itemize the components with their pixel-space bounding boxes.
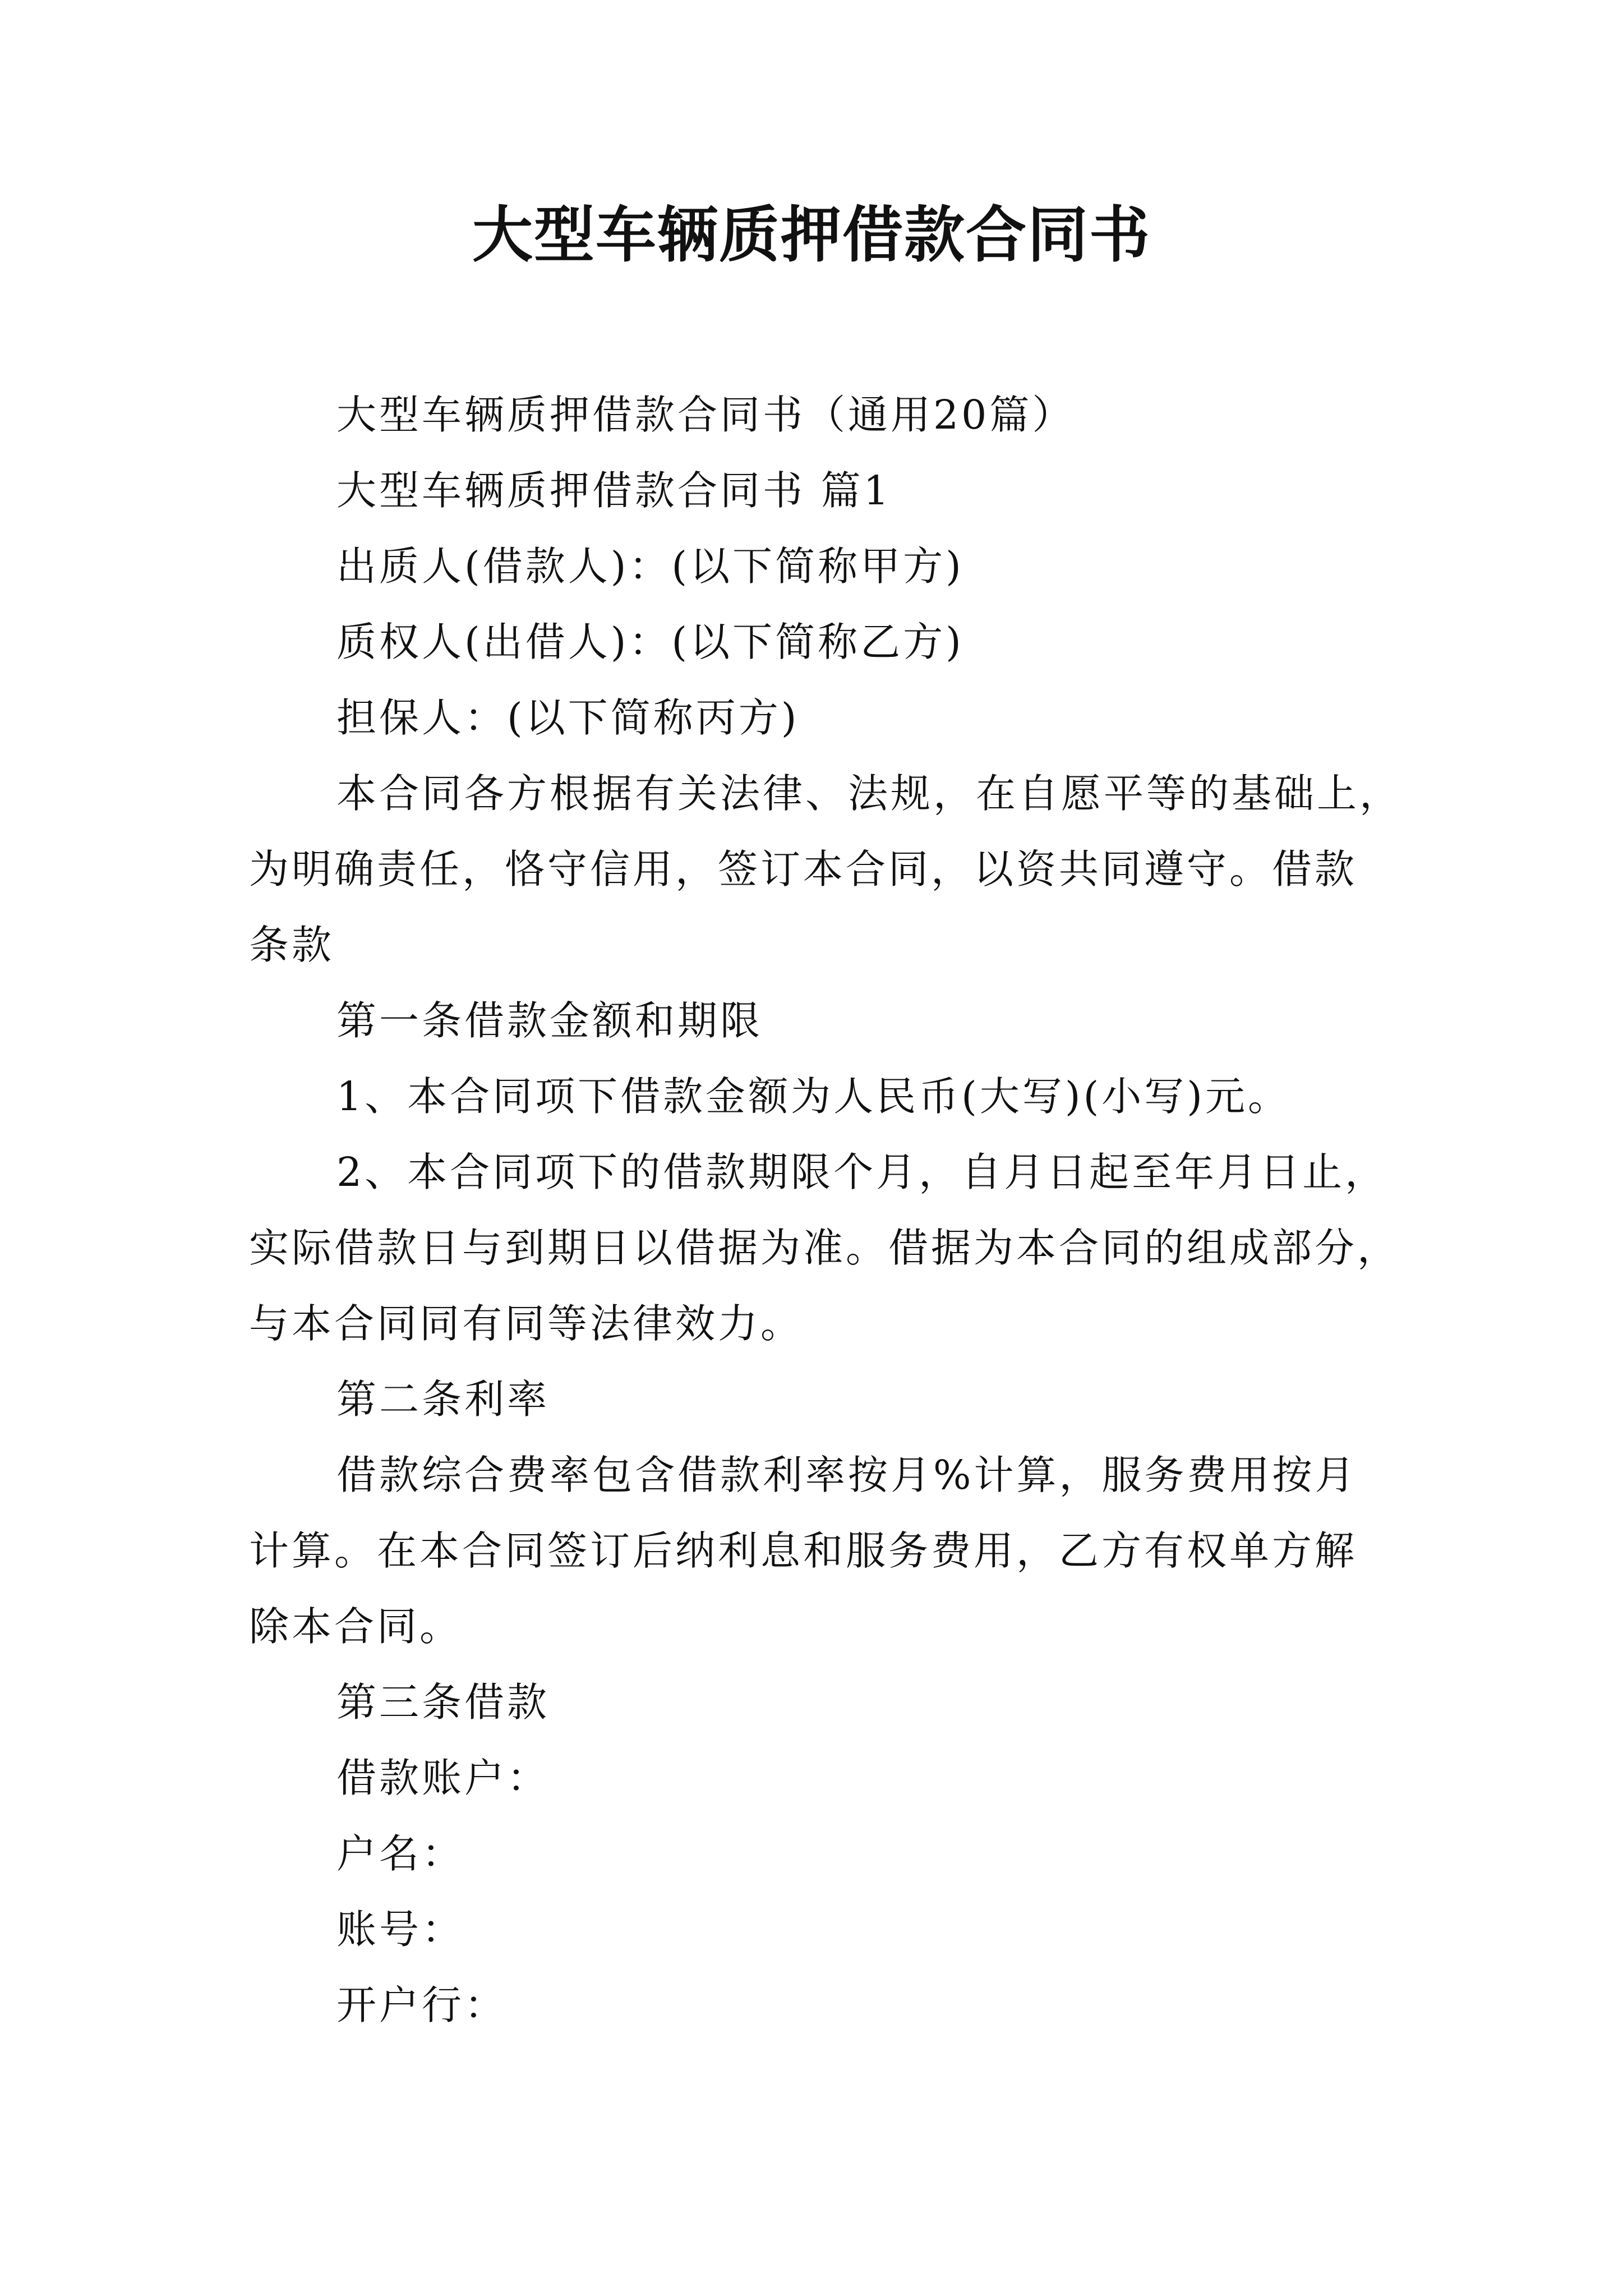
loan-account-label: 借款账户： [336, 1755, 550, 1801]
section-heading-line: 大型车辆质押借款合同书 篇1 [336, 467, 892, 514]
article-2-line-3: 除本合同。 [249, 1603, 463, 1650]
article-1-clause-2-line-3: 与本合同同有同等法律效力。 [249, 1300, 804, 1347]
article-1-clause-2-line-2: 实际借款日与到期日以借据为准。借据为本合同的组成部分， [249, 1225, 1400, 1271]
guarantor-line: 担保人：(以下简称丙方) [336, 694, 800, 741]
article-2-line-2: 计算。在本合同签订后纳利息和服务费用，乙方有权单方解 [249, 1527, 1358, 1574]
article-1-heading: 第一条借款金额和期限 [336, 997, 763, 1044]
document-title: 大型车辆质押借款合同书 [472, 200, 1151, 270]
account-name-label: 户名： [336, 1830, 465, 1877]
article-2-line-1: 借款综合费率包含借款利率按月%计算，服务费用按月 [336, 1452, 1358, 1498]
article-3-heading: 第三条借款 [336, 1679, 550, 1726]
article-1-clause-1: 1、本合同项下借款金额为人民币(大写)(小写)元。 [336, 1073, 1290, 1120]
article-2-heading: 第二条利率 [336, 1376, 550, 1423]
opening-bank-label: 开户行： [336, 1982, 508, 2028]
pledgee-line: 质权人(出借人)：(以下简称乙方) [336, 619, 964, 665]
account-number-label: 账号： [336, 1906, 465, 1953]
pledgor-line: 出质人(借款人)：(以下简称甲方) [336, 543, 964, 590]
preamble-line-2: 为明确责任，恪守信用，签订本合同，以资共同遵守。借款 [249, 846, 1358, 892]
article-1-clause-2-line-1: 2、本合同项下的借款期限个月，自月日起至年月日止， [336, 1149, 1388, 1195]
preamble-line-3: 条款 [249, 922, 335, 968]
subtitle-line: 大型车辆质押借款合同书（通用20篇） [336, 392, 1075, 438]
preamble-line-1: 本合同各方根据有关法律、法规，在自愿平等的基础上， [336, 770, 1403, 817]
